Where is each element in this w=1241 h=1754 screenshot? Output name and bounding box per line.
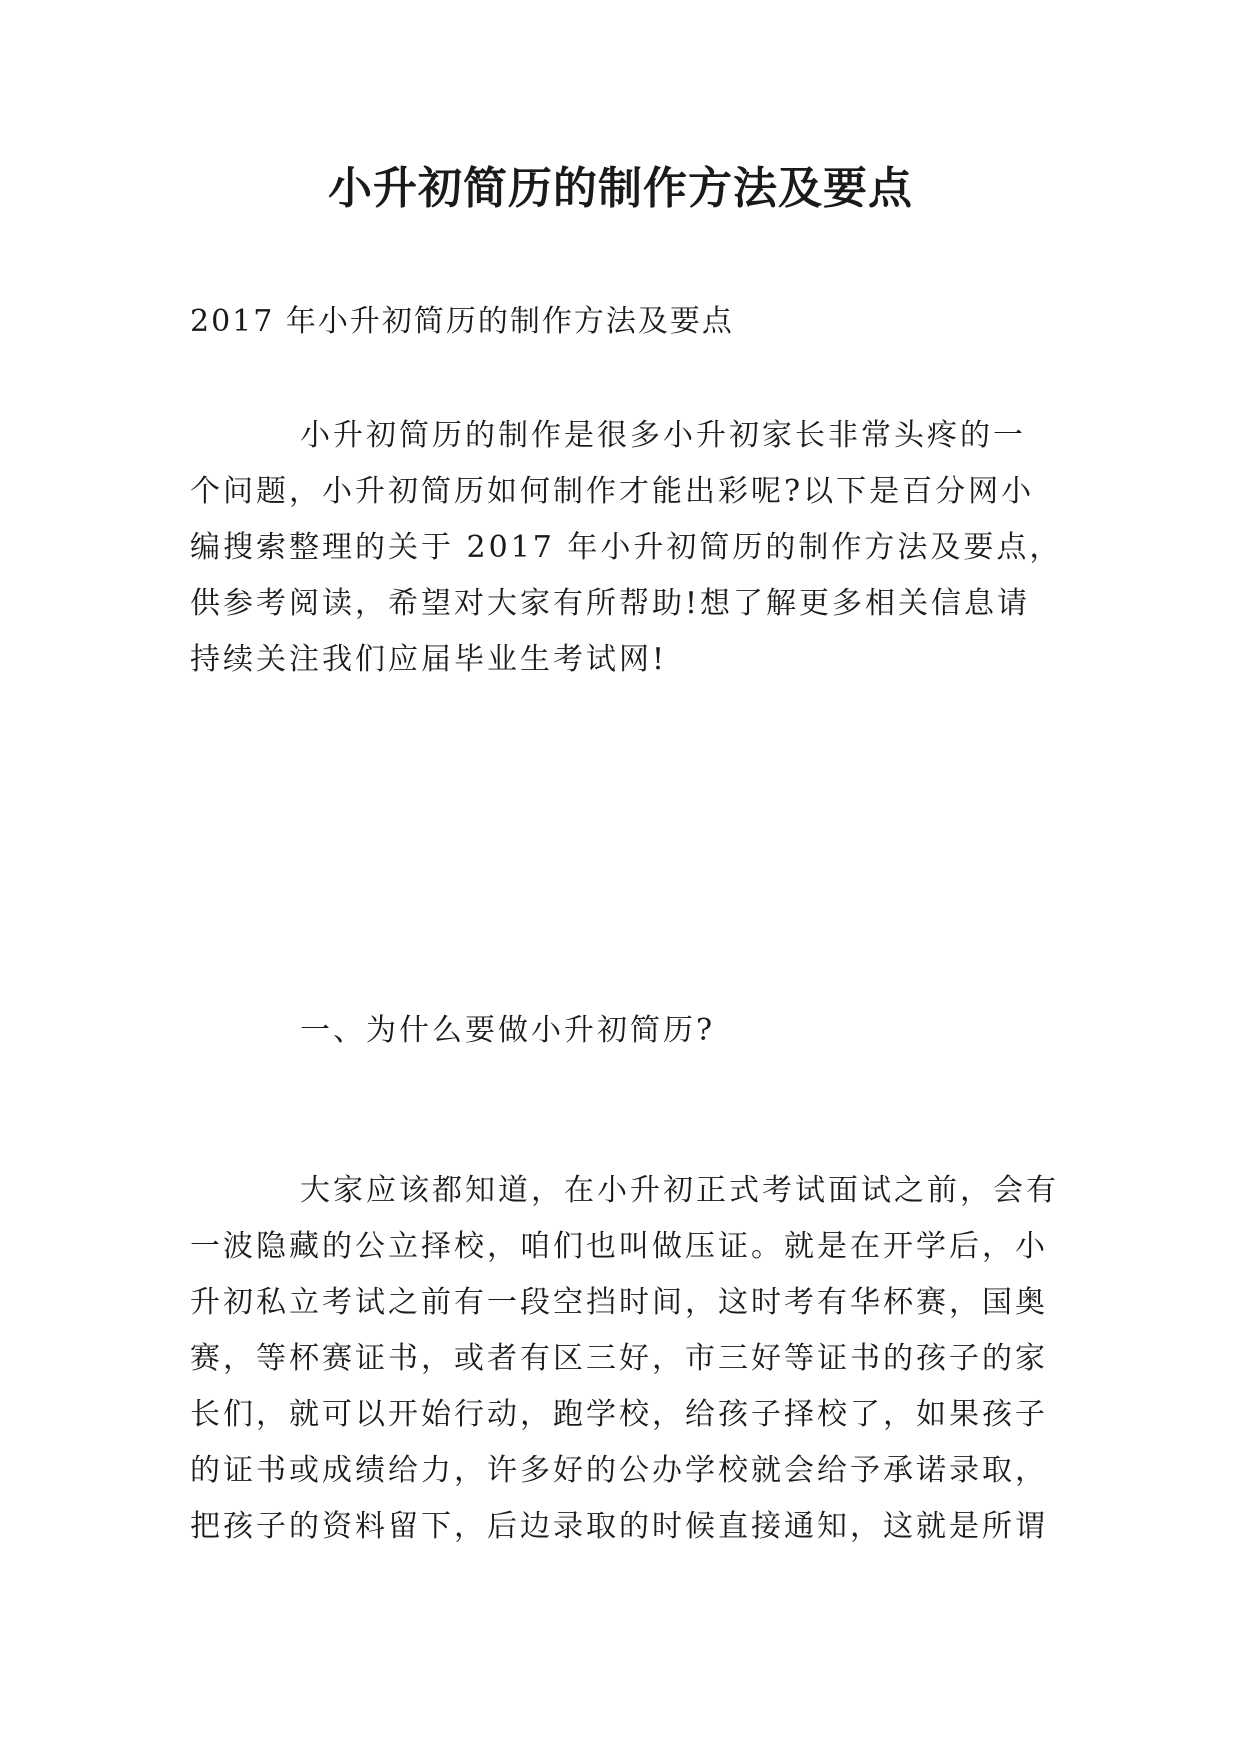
section-line: 赛，等杯赛证书，或者有区三好，市三好等证书的孩子的家: [190, 1341, 1048, 1376]
intro-line: 持续关注我们应届毕业生考试网!: [190, 642, 668, 677]
section-line: 一波隐藏的公立择校，咱们也叫做压证。就是在开学后，小: [190, 1229, 1048, 1264]
section-line: 大家应该都知道，在小升初正式考试面试之前，会有: [300, 1173, 1059, 1208]
intro-line: 小升初简历的制作是很多小升初家长非常头疼的一: [300, 418, 1026, 453]
section-line: 把孩子的资料留下，后边录取的时候直接通知，这就是所谓: [190, 1509, 1048, 1544]
intro-line: 编搜索整理的关于 2017 年小升初简历的制作方法及要点，: [190, 530, 1063, 565]
section-line: 升初私立考试之前有一段空挡时间，这时考有华杯赛，国奥: [190, 1285, 1048, 1320]
intro-line: 个问题，小升初简历如何制作才能出彩呢?以下是百分网小: [190, 474, 1035, 509]
section-heading: 一、为什么要做小升初简历?: [300, 1013, 716, 1048]
section-line: 的证书或成绩给力，许多好的公办学校就会给予承诺录取，: [190, 1453, 1048, 1488]
document-title: 小升初简历的制作方法及要点: [328, 163, 913, 214]
document-subtitle: 2017 年小升初简历的制作方法及要点: [190, 304, 734, 339]
section-line: 长们，就可以开始行动，跑学校，给孩子择校了，如果孩子: [190, 1397, 1048, 1432]
intro-line: 供参考阅读，希望对大家有所帮助!想了解更多相关信息请: [190, 586, 1031, 621]
